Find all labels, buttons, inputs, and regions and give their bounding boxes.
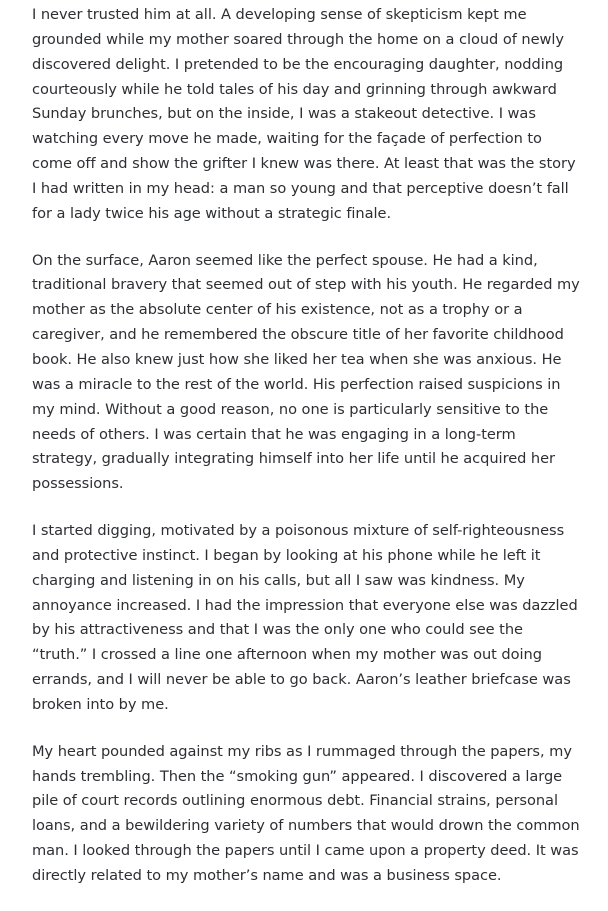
paragraph-3: I started digging, motivated by a poisonous mixture of self-righteousness and protective instinct. I began by looking at his phone while he left it charging and listening in on his calls, but all I saw was kindness. My annoyance increased. I had the impression that everyone else was dazzled by his attractiveness and that I was the only one who could see the “truth.” I crossed a line one afternoon when my mother was out doing errands, and I will never be able to go back. Aaron’s leather briefcase was broken into by me. — [32, 522, 578, 713]
article-body — [32, 3, 580, 911]
paragraph-1: I never trusted him at all. A developing sense of skepticism kept me grounded while my mother soared through the home on a cloud of newly discovered delight. I pretended to be the encouraging daughter, nodding courteously while he told tales of his day and grinning through awkward Sunday brunches, but on the inside, I was a stakeout detective. I was watching every move he made, waiting for the façade of perfection to come off and show the grifter I knew was there. At least that was the story I had written in my head: a man so young and that perceptive doesn’t fall for a lady twice his age without a strategic finale. — [32, 6, 576, 222]
paragraph-4: My heart pounded against my ribs as I rummaged through the papers, my hands trembling. Then the “smoking gun” appeared. I discovered a large pile of court records outlining enormous debt. Financial strains, personal loans, and a bewildering variety of numbers that would drown the common man. I looked through the papers until I came upon a property deed. It was directly related to my mother’s name and was a business space. — [32, 742, 580, 884]
paragraph-2: On the surface, Aaron seemed like the perfect spouse. He had a kind, traditional bravery that seemed out of step with his youth. He regarded my mother as the absolute center of his existence, not as a trophy or a caregiver, and he remembered the obscure title of her favorite childhood book. He also knew just how she liked her tea when she was anxious. He was a miracle to the rest of the world. His perfection raised suspicions in my mind. Without a good reason, no one is particularly sensitive to the needs of others. I was certain that he was engaging in a long-term strategy, gradually integrating himself into her life until he acquired her possessions. — [32, 251, 580, 493]
